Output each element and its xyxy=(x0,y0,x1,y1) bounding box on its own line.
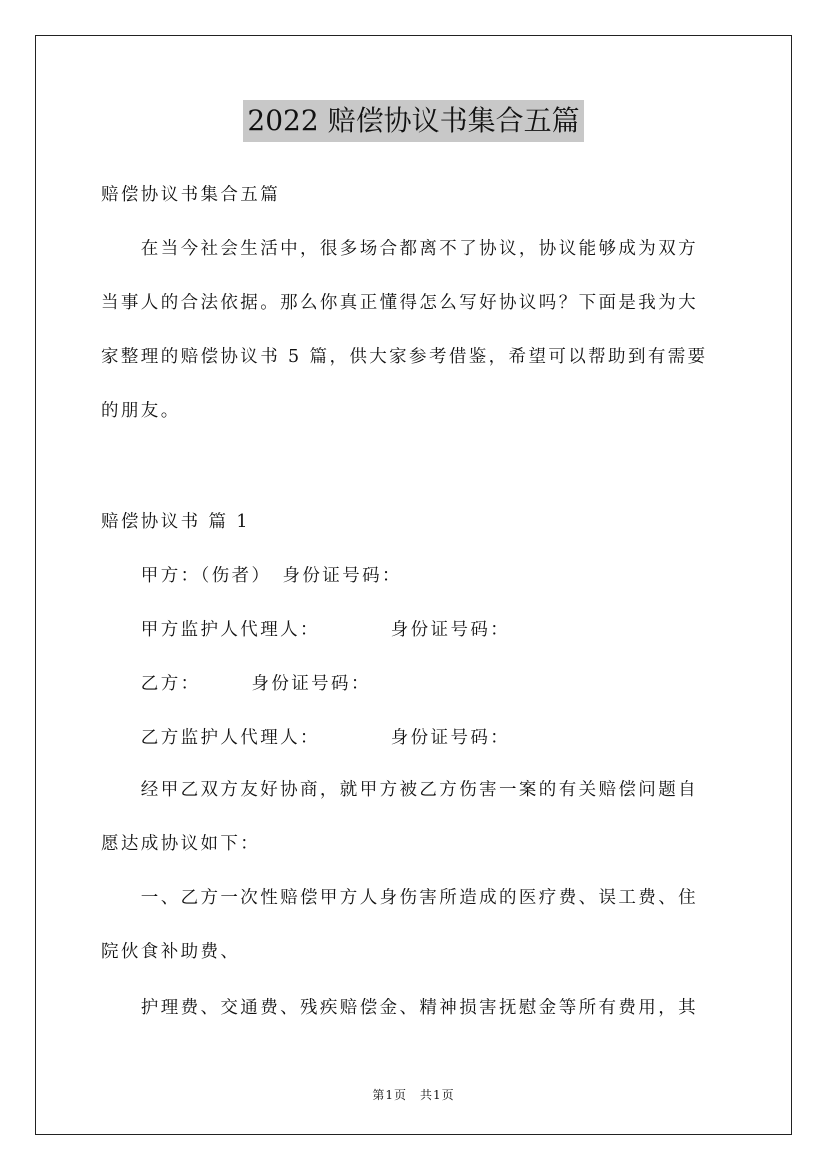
agreement-paragraph xyxy=(101,778,727,886)
page-footer: 第1页 共1页 xyxy=(372,1088,455,1102)
clause-one-continuation: 护理费、交通费、残疾赔偿金、精神损害抚慰金等所有费用，其 xyxy=(101,998,698,1018)
clause-one-paragraph xyxy=(101,886,727,994)
intro-line: 家整理的赔偿协议书 5 篇，供大家参考借鉴，希望可以帮助到有需要 xyxy=(101,347,708,367)
clause-line: 院伙食补助费、 xyxy=(101,942,241,962)
party-a-guardian-line: 甲方监护人代理人： 身份证号码： xyxy=(101,620,511,640)
clause-line: 一、乙方一次性赔偿甲方人身伤害所造成的医疗费、误工费、住 xyxy=(101,888,698,908)
document-subtitle: 赔偿协议书集合五篇 xyxy=(101,185,281,205)
intro-line: 的朋友。 xyxy=(101,401,181,421)
document-title: 2022 赔偿协议书集合五篇 xyxy=(243,100,583,142)
party-b-line: 乙方： 身份证号码： xyxy=(101,674,371,694)
party-b-guardian-line: 乙方监护人代理人： 身份证号码： xyxy=(101,728,511,748)
intro-paragraph xyxy=(101,237,727,453)
agreement-line: 经甲乙双方友好协商，就甲方被乙方伤害一案的有关赔偿问题自 xyxy=(101,780,698,800)
title-container xyxy=(0,100,827,142)
section-heading: 赔偿协议书 篇 1 xyxy=(101,512,250,532)
intro-line: 当事人的合法依据。那么你真正懂得怎么写好协议吗？下面是我为大 xyxy=(101,293,698,313)
party-a-line: 甲方：（伤者） 身份证号码： xyxy=(101,566,402,586)
agreement-line: 愿达成协议如下： xyxy=(101,834,261,854)
intro-line: 在当今社会生活中，很多场合都离不了协议，协议能够成为双方 xyxy=(101,239,698,259)
